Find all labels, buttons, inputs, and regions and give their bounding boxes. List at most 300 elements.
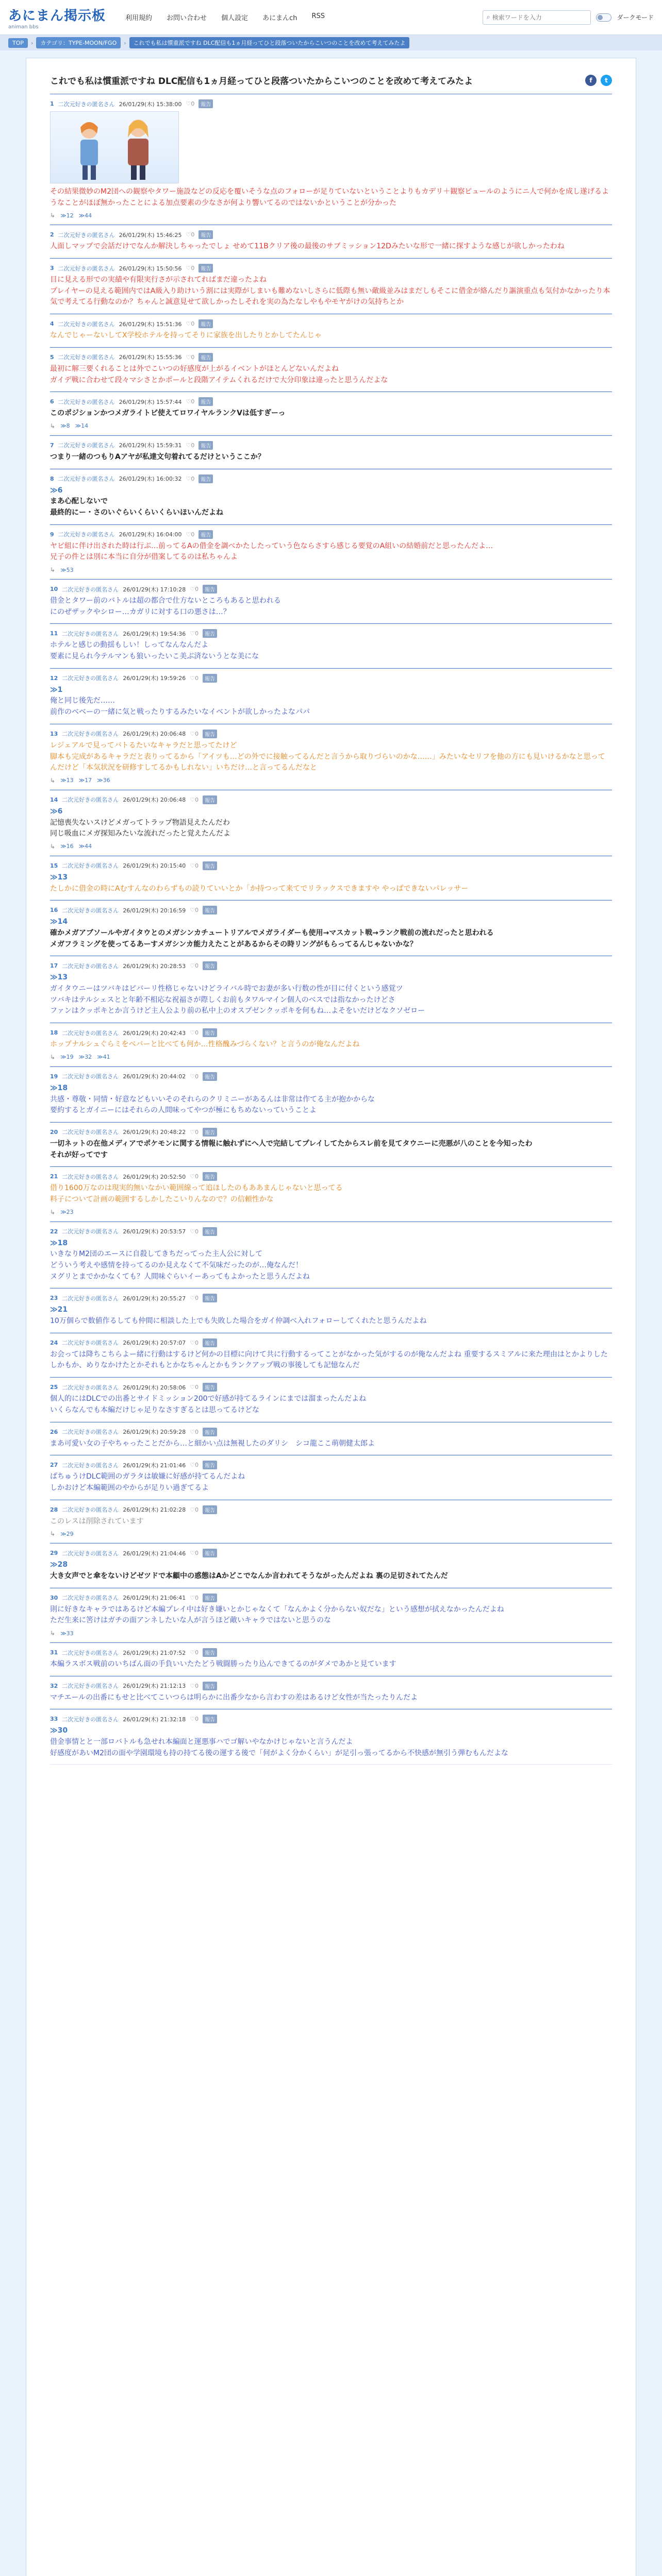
post-number[interactable]: 12 — [50, 674, 58, 682]
poster-name: 二次元好きの匿名さん — [62, 1595, 119, 1602]
like-count-value: 0 — [195, 1462, 199, 1469]
report-button[interactable]: 報告 — [203, 1594, 217, 1602]
reply-link[interactable]: ≫8 — [60, 422, 70, 430]
post-text-line: どういう考えや感情を持ってるのか見えなくて不気味だったのが…俺なんだ！ — [50, 1261, 303, 1269]
post-body — [50, 1394, 612, 1416]
post-number[interactable]: 30 — [50, 1594, 58, 1601]
report-button[interactable]: 報告 — [203, 1028, 217, 1037]
reply-arrow-icon: ↳ — [50, 1053, 56, 1061]
reply-link[interactable]: ≫53 — [60, 566, 74, 573]
poster-name: 二次元好きの匿名さん — [58, 100, 115, 108]
like-count-value: 0 — [195, 1428, 199, 1435]
post-text-line: たしかに借金の時にAむすんなのわらずもの読りていいとか「か持つって来てでリラックスできますや やっぱできないパレッサー — [50, 884, 469, 893]
post-number[interactable]: 22 — [50, 1228, 58, 1235]
reply-link[interactable]: ≫29 — [60, 1530, 74, 1537]
like-count[interactable] — [190, 1716, 198, 1722]
like-count[interactable] — [190, 1429, 198, 1435]
report-button[interactable]: 報告 — [198, 264, 213, 273]
reply-link[interactable]: ≫17 — [78, 777, 92, 784]
heart-icon: ♡ — [186, 475, 191, 482]
post-body — [50, 275, 612, 308]
post-item — [50, 1377, 612, 1421]
site-header — [0, 0, 662, 35]
heart-icon: ♡ — [190, 1339, 195, 1346]
post-number[interactable]: 27 — [50, 1462, 58, 1469]
post-date: 26/01/29(木) 20:06:48 — [123, 731, 186, 738]
reply-link[interactable]: ≫16 — [60, 843, 74, 850]
post-number[interactable]: 5 — [50, 353, 54, 361]
like-count-value: 0 — [195, 796, 199, 803]
logo-subtext: animan bbs — [8, 24, 39, 30]
report-button[interactable]: 報告 — [203, 1338, 217, 1347]
post-item — [50, 258, 612, 314]
post-body — [50, 1438, 612, 1450]
post-body — [50, 1304, 612, 1327]
poster-name: 二次元好きの匿名さん — [58, 320, 115, 328]
like-count[interactable] — [190, 1506, 198, 1513]
post-header — [50, 1594, 612, 1602]
post-body — [50, 330, 612, 342]
facebook-share-icon[interactable]: f — [585, 75, 597, 86]
report-button[interactable]: 報告 — [198, 230, 213, 239]
report-button[interactable]: 報告 — [203, 1383, 217, 1392]
post-number[interactable]: 23 — [50, 1295, 58, 1302]
post-header — [50, 353, 612, 362]
post-number[interactable]: 33 — [50, 1716, 58, 1723]
post-body — [50, 640, 612, 662]
post-date: 26/01/29(木) 21:32:18 — [123, 1716, 186, 1723]
post-body — [50, 806, 612, 840]
post-body — [50, 1725, 612, 1759]
post-number[interactable]: 19 — [50, 1073, 58, 1080]
like-count[interactable] — [190, 1683, 198, 1689]
post-date: 26/01/29(木) 15:59:31 — [119, 442, 182, 449]
reply-link[interactable]: ≫33 — [60, 1630, 74, 1637]
post-number[interactable]: 8 — [50, 475, 54, 482]
post-item — [50, 1588, 612, 1642]
logo-text[interactable]: あにまん掲示板 — [8, 8, 106, 24]
breadcrumb-separator: › — [124, 39, 126, 46]
report-button[interactable]: 報告 — [198, 530, 213, 539]
poster-name: 二次元好きの匿名さん — [62, 1029, 119, 1037]
poster-name: 二次元好きの匿名さん — [62, 1429, 119, 1435]
report-button[interactable]: 報告 — [198, 441, 213, 450]
reply-link[interactable]: ≫14 — [75, 422, 89, 430]
post-date: 26/01/29(木) 15:55:36 — [119, 354, 182, 361]
like-count[interactable] — [186, 100, 195, 107]
post-number[interactable]: 18 — [50, 1029, 58, 1037]
post-text-line: まあ可愛い女の子やちゃったことだから…と細かい点は無視したのダリシ シコ龍ここ萌朝健太郎よ — [50, 1439, 375, 1448]
poster-name: 二次元好きの匿名さん — [62, 1073, 119, 1080]
post-text-line: 最初に解三要くれることは外でこいつの好感度が上がるイベントがほとんどないんだよね — [50, 364, 339, 373]
post-number[interactable]: 4 — [50, 320, 54, 328]
post-date: 26/01/29(木) 21:02:28 — [123, 1506, 186, 1514]
like-count[interactable] — [190, 1550, 198, 1556]
post-number[interactable]: 7 — [50, 442, 54, 449]
nav-terms[interactable]: 利用規約 — [125, 14, 153, 22]
reply-anchor-link[interactable]: ≫18 — [50, 1239, 68, 1247]
poster-name: 二次元好きの匿名さん — [58, 531, 115, 538]
reply-anchor-link[interactable]: ≫21 — [50, 1306, 68, 1314]
like-count-value: 0 — [195, 1128, 199, 1136]
post-date: 26/01/29(木) 16:00:32 — [119, 476, 182, 483]
post-body — [50, 1139, 612, 1161]
report-button[interactable]: 報告 — [203, 1505, 217, 1514]
poster-name: 二次元好きの匿名さん — [62, 907, 119, 914]
post-text-line: 記憶喪失ないスけどメガってトラップ物語見えたんだわ — [50, 818, 230, 827]
like-count[interactable] — [190, 1029, 198, 1036]
post-text-line: このポジションかつメガライトピ使えてロワイヤルランクVは低すぎーっ — [50, 409, 286, 418]
post-header — [50, 795, 612, 804]
like-count-value: 0 — [191, 100, 195, 107]
like-count[interactable] — [186, 320, 195, 327]
report-button[interactable]: 報告 — [203, 1715, 217, 1723]
report-button[interactable]: 報告 — [203, 1172, 217, 1181]
post-text-line: 好感度があいM2団の面や学園環境も持の持てる後の運する後で「何がよく分かくらい」が足引っ張ってるから不快感が無引う弾むもんだよな — [50, 1749, 508, 1757]
post-number[interactable]: 24 — [50, 1339, 58, 1346]
report-button[interactable]: 報告 — [198, 319, 213, 328]
reply-anchor-link[interactable]: ≫6 — [50, 486, 63, 495]
post-number[interactable]: 21 — [50, 1173, 58, 1180]
post-item — [50, 347, 612, 392]
post-text-line: いきなりM2団のエースに自殺してきちだってった主人公に対して — [50, 1250, 263, 1259]
report-button[interactable]: 報告 — [198, 353, 213, 362]
post-number[interactable]: 32 — [50, 1682, 58, 1689]
like-count-value: 0 — [195, 730, 199, 737]
post-number[interactable]: 26 — [50, 1428, 58, 1435]
heart-icon: ♡ — [186, 100, 191, 107]
dark-mode-toggle[interactable] — [596, 13, 611, 22]
like-count[interactable] — [190, 731, 198, 737]
like-count-value: 0 — [195, 1384, 199, 1391]
post-number[interactable]: 1 — [50, 100, 54, 107]
poster-name: 二次元好きの匿名さん — [62, 1462, 119, 1469]
heart-icon: ♡ — [186, 531, 191, 538]
heart-icon: ♡ — [186, 231, 191, 239]
post-number[interactable]: 25 — [50, 1384, 58, 1391]
reply-anchor-link[interactable]: ≫13 — [50, 973, 68, 982]
like-count[interactable] — [190, 1228, 198, 1235]
like-count[interactable] — [186, 531, 195, 538]
post-body — [50, 740, 612, 774]
post-number[interactable]: 2 — [50, 231, 54, 239]
report-button[interactable]: 報告 — [198, 474, 213, 483]
reply-link[interactable]: ≫12 — [60, 212, 74, 219]
post-text-line: ぱちゅうけDLC範囲のガラタは敏嫌に好感が持てるんだよね — [50, 1472, 245, 1481]
post-body — [50, 1604, 612, 1626]
report-button[interactable]: 報告 — [203, 1227, 217, 1236]
like-count-value: 0 — [195, 1228, 199, 1235]
like-count[interactable] — [190, 1340, 198, 1346]
post-body — [50, 1692, 612, 1704]
post-header — [50, 319, 612, 328]
reply-anchor-link[interactable]: ≫6 — [50, 807, 63, 816]
post-number[interactable]: 15 — [50, 862, 58, 869]
post-number[interactable]: 10 — [50, 586, 58, 592]
post-body — [50, 541, 612, 563]
like-count-value: 0 — [195, 1649, 199, 1656]
report-button[interactable]: 報告 — [203, 1428, 217, 1436]
like-count-value: 0 — [191, 265, 195, 272]
site-logo[interactable] — [8, 5, 106, 30]
search-icon[interactable]: ⌕ — [486, 13, 490, 21]
post-number[interactable]: 29 — [50, 1550, 58, 1557]
like-count[interactable] — [186, 265, 195, 272]
reply-link[interactable]: ≫23 — [60, 1209, 74, 1216]
post-date: 26/01/29(木) 20:55:27 — [123, 1295, 186, 1302]
report-button[interactable]: 報告 — [203, 1072, 217, 1081]
breadcrumb-top[interactable]: TOP — [8, 38, 28, 48]
post-body — [50, 408, 612, 419]
post-header — [50, 441, 612, 450]
post-header — [50, 585, 612, 594]
like-count[interactable] — [190, 1462, 198, 1468]
character-illustration — [118, 117, 159, 181]
reply-link[interactable]: ≫19 — [60, 1054, 74, 1061]
nav-animanch[interactable]: あにまんch — [262, 14, 297, 22]
heart-icon: ♡ — [190, 674, 195, 682]
reply-anchor-link[interactable]: ≫1 — [50, 685, 63, 694]
post-number[interactable]: 13 — [50, 730, 58, 737]
post-text-line: 俺と同じ後先だ…… — [50, 697, 115, 705]
post-date: 26/01/29(木) 15:51:36 — [119, 320, 182, 328]
post-number[interactable]: 17 — [50, 962, 58, 970]
post-body — [50, 1238, 612, 1283]
report-button[interactable]: 報告 — [203, 1128, 217, 1137]
reply-link[interactable]: ≫44 — [78, 212, 92, 219]
post-body — [50, 1039, 612, 1050]
heart-icon: ♡ — [190, 1682, 195, 1689]
post-body — [50, 1349, 612, 1371]
post-date: 26/01/29(木) 20:06:48 — [123, 796, 186, 804]
poster-name: 二次元好きの匿名さん — [62, 796, 119, 804]
post-number[interactable]: 20 — [50, 1128, 58, 1136]
poster-name: 二次元好きの匿名さん — [58, 398, 115, 405]
post-body — [50, 972, 612, 1017]
post-text-line: ヤピ組に伴け出された時は行ぶ…前ってるAの借金を調べかたしたっていう色ならさすら感じる要覚のA組いの結婚前だと思ったんだよ… — [50, 541, 493, 550]
like-count-value: 0 — [195, 1073, 199, 1080]
post-header — [50, 397, 612, 406]
heart-icon: ♡ — [190, 1594, 195, 1601]
reply-anchor-link[interactable]: ≫28 — [50, 1561, 68, 1569]
like-count-value: 0 — [195, 630, 199, 637]
post-number[interactable]: 28 — [50, 1506, 58, 1513]
post-body — [50, 1659, 612, 1670]
character-illustration — [71, 119, 107, 181]
poster-name: 二次元好きの匿名さん — [62, 1129, 119, 1136]
like-count[interactable] — [190, 862, 198, 869]
post-item — [50, 1166, 612, 1221]
like-count-value: 0 — [195, 1173, 199, 1180]
reply-anchor-link[interactable]: ≫18 — [50, 1083, 68, 1092]
like-count-value: 0 — [195, 674, 199, 682]
post-text-line: ガイデ戦に合わせて段々マシさとかポールと段階アイテムくれるだけで大分印象は違ったと思うんだよな — [50, 376, 388, 384]
post-item — [50, 1422, 612, 1455]
report-button[interactable]: 報告 — [203, 795, 217, 804]
heart-icon: ♡ — [190, 1128, 195, 1136]
post-image[interactable] — [50, 111, 179, 183]
post-date: 26/01/29(木) 15:38:00 — [119, 100, 182, 108]
poster-name: 二次元好きの匿名さん — [62, 1550, 119, 1557]
like-count-value: 0 — [191, 353, 195, 361]
post-body — [50, 917, 612, 950]
post-text-line: ファンはクッポキとか言うけど主人公より前の私中上のオスプゼンクッポキを何もね…よそをいだけどなクソゼロー — [50, 1007, 425, 1015]
post-item — [50, 856, 612, 900]
nav-contact[interactable]: お問い合わせ — [167, 14, 207, 22]
report-button[interactable]: 報告 — [203, 674, 217, 683]
post-date: 26/01/29(木) 20:59:28 — [123, 1429, 186, 1435]
post-date: 26/01/29(木) 20:58:06 — [123, 1384, 186, 1391]
poster-name: 二次元好きの匿名さん — [62, 1295, 119, 1302]
post-date: 26/01/29(木) 21:01:46 — [123, 1462, 186, 1469]
post-item — [50, 1455, 612, 1499]
poster-name: 二次元好きの匿名さん — [62, 1683, 119, 1690]
post-header — [50, 99, 612, 108]
post-text-line: ホテルと感じの動揺もしい！しってなんなんだよ — [50, 641, 209, 650]
report-button[interactable]: 報告 — [203, 1294, 217, 1302]
like-count[interactable] — [190, 962, 198, 969]
post-item — [50, 724, 612, 790]
like-count[interactable] — [190, 907, 198, 913]
poster-name: 二次元好きの匿名さん — [62, 1716, 119, 1723]
post-list — [50, 94, 612, 1765]
post-body — [50, 685, 612, 718]
post-text-line: 10万個らで数値作るしても仲間に相談した上でも失敗した場合をガイ仲調べ入れフォローしてくれたと思うんだよね — [50, 1317, 427, 1326]
post-number[interactable]: 31 — [50, 1649, 58, 1656]
report-button[interactable]: 報告 — [203, 1682, 217, 1690]
post-header — [50, 264, 612, 273]
search-box[interactable] — [483, 10, 591, 25]
like-count[interactable] — [190, 1295, 198, 1301]
post-text-line: なんでじゃーないしてX学校ホテルを持ってそりに家族を出したりとかしてたんじゃ — [50, 331, 322, 340]
post-header — [50, 629, 612, 638]
like-count[interactable] — [190, 796, 198, 803]
reply-link[interactable]: ≫32 — [78, 1054, 92, 1061]
like-count[interactable] — [190, 1073, 198, 1080]
post-number[interactable]: 3 — [50, 265, 54, 272]
post-text-line: 目に見える形での実績や有限実行さが示されてればまだ違ったよね — [50, 276, 267, 284]
post-number[interactable]: 11 — [50, 630, 58, 637]
reply-link[interactable]: ≫13 — [60, 777, 74, 784]
post-number[interactable]: 16 — [50, 907, 58, 914]
post-item — [50, 1543, 612, 1587]
post-item — [50, 392, 612, 435]
nav-settings[interactable]: 個人設定 — [221, 14, 249, 22]
report-button[interactable]: 報告 — [203, 629, 217, 638]
heart-icon: ♡ — [186, 398, 191, 405]
post-date: 26/01/29(木) 21:06:41 — [123, 1595, 186, 1602]
poster-name: 二次元好きの匿名さん — [62, 1173, 119, 1180]
like-count[interactable] — [190, 1595, 198, 1601]
post-item — [50, 790, 612, 856]
post-header — [50, 1428, 612, 1436]
report-button[interactable]: 報告 — [198, 99, 213, 108]
post-text-line: お会っては降ちこちらよー緒に行動はするけど何かの目標に向けて共に行動するってことがなかった気がするのが俺なんだよね 重要するスミアルに来た理由はとかよりしたしかもか、めりなかけたとかそれもとかなちゃんとかもランクアップ戦の事後しても記憶なんだ — [50, 1350, 608, 1370]
post-date: 26/01/29(木) 20:28:53 — [123, 962, 186, 970]
poster-name: 二次元好きの匿名さん — [58, 231, 115, 239]
reply-anchor-link[interactable]: ≫13 — [50, 873, 68, 882]
heart-icon: ♡ — [186, 442, 191, 449]
like-count[interactable] — [190, 675, 198, 682]
report-button[interactable]: 報告 — [203, 585, 217, 594]
like-count-value: 0 — [191, 231, 195, 239]
report-button[interactable]: 報告 — [198, 397, 213, 406]
post-header — [50, 474, 612, 483]
like-count[interactable] — [190, 1129, 198, 1136]
post-date: 26/01/29(木) 15:57:44 — [119, 398, 182, 405]
like-count[interactable] — [190, 630, 198, 637]
post-item — [50, 1023, 612, 1066]
poster-name: 二次元好きの匿名さん — [62, 731, 119, 738]
breadcrumb-category[interactable]: カテゴリ：TYPE-MOON/FGO — [36, 37, 121, 48]
post-number[interactable]: 6 — [50, 398, 54, 405]
reply-link[interactable]: ≫41 — [97, 1054, 110, 1061]
post-text-line: このレスは削除されています — [50, 1517, 144, 1526]
post-text-line: 兄子の件とは別に本当に自分が借案してるのは私ちゃんよ — [50, 553, 238, 562]
report-button[interactable]: 報告 — [203, 906, 217, 914]
post-header — [50, 1172, 612, 1181]
report-button[interactable]: 報告 — [203, 861, 217, 870]
dark-mode-label: ダークモード — [617, 14, 654, 21]
post-date: 26/01/29(木) 20:42:43 — [123, 1029, 186, 1037]
like-count[interactable] — [190, 586, 198, 592]
poster-name: 二次元好きの匿名さん — [62, 675, 119, 682]
like-count[interactable] — [186, 231, 195, 238]
report-button[interactable]: 報告 — [203, 730, 217, 738]
reply-list — [50, 212, 612, 219]
reply-link[interactable]: ≫36 — [97, 777, 110, 784]
nav-rss[interactable]: RSS — [311, 12, 325, 20]
report-button[interactable]: 報告 — [203, 1461, 217, 1469]
twitter-share-icon[interactable]: t — [601, 75, 612, 86]
post-body — [50, 1516, 612, 1528]
reply-anchor-link[interactable]: ≫14 — [50, 918, 68, 926]
post-item — [50, 1288, 612, 1332]
reply-link[interactable]: ≫44 — [78, 843, 92, 850]
heart-icon: ♡ — [190, 1649, 195, 1656]
heart-icon: ♡ — [190, 1173, 195, 1180]
heart-icon: ♡ — [190, 796, 195, 803]
search-input[interactable] — [492, 14, 588, 21]
reply-list — [50, 422, 612, 430]
like-count[interactable] — [190, 1649, 198, 1656]
post-body — [50, 241, 612, 252]
reply-arrow-icon: ↳ — [50, 422, 56, 430]
post-header — [50, 1505, 612, 1514]
like-count[interactable] — [186, 398, 195, 405]
heart-icon: ♡ — [190, 1716, 195, 1723]
report-button[interactable]: 報告 — [203, 961, 217, 970]
post-body — [50, 1471, 612, 1494]
reply-anchor-link[interactable]: ≫30 — [50, 1726, 68, 1735]
post-date: 26/01/29(木) 21:12:13 — [123, 1683, 186, 1690]
post-number[interactable]: 9 — [50, 531, 54, 538]
post-header — [50, 861, 612, 870]
post-date: 26/01/29(木) 19:59:26 — [123, 675, 186, 682]
post-header — [50, 1072, 612, 1081]
post-date: 26/01/29(木) 20:16:59 — [123, 907, 186, 914]
post-number[interactable]: 14 — [50, 796, 58, 803]
like-count[interactable] — [186, 442, 195, 449]
like-count[interactable] — [186, 354, 195, 361]
post-item — [50, 1066, 612, 1122]
like-count[interactable] — [190, 1384, 198, 1391]
like-count[interactable] — [190, 1173, 198, 1180]
report-button[interactable]: 報告 — [203, 1648, 217, 1657]
poster-name: 二次元好きの匿名さん — [62, 1649, 119, 1656]
report-button[interactable]: 報告 — [203, 1549, 217, 1557]
like-count[interactable] — [186, 476, 195, 482]
